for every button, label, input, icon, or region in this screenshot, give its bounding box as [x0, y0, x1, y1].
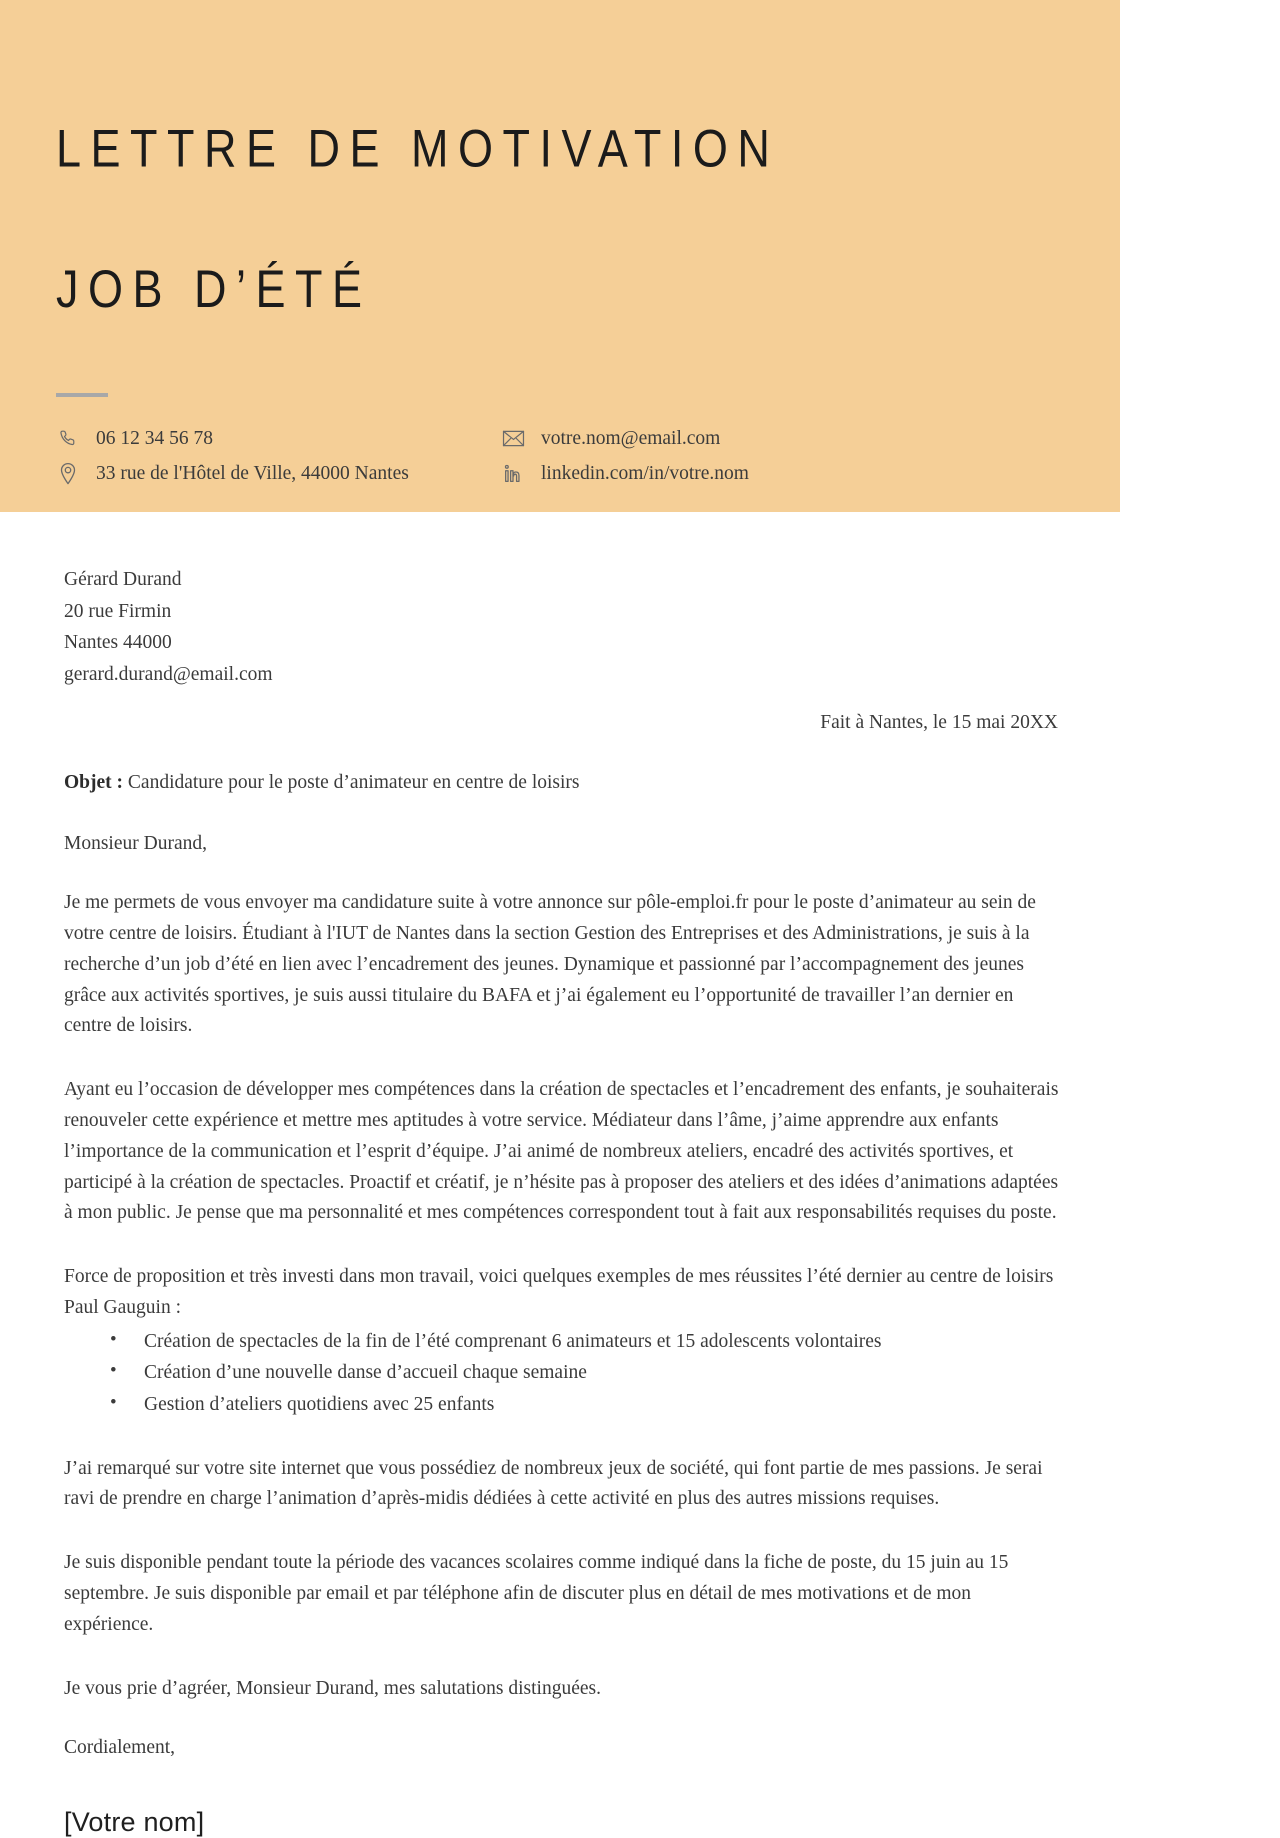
recipient-city: Nantes 44000	[64, 632, 172, 654]
body-paragraph-4: J’ai remarqué sur votre site internet que vous possédiez de nombreux jeux de société, qui font partie de mes passions. Je serai ravi de prendre en charge l’animation d’après-midis dédiées à cette activité en plus des autres missions requises.	[64, 1457, 1043, 1510]
signature-placeholder: [Votre nom]	[64, 1807, 205, 1838]
list-item: • Création d’une nouvelle danse d’accueil chaque semaine	[110, 1357, 1060, 1389]
recipient-block	[64, 564, 1060, 690]
contact-address-value: 33 rue de l'Hôtel de Ville, 44000 Nantes	[96, 463, 409, 485]
contact-list	[56, 427, 1080, 486]
body-paragraph-2: Ayant eu l’occasion de développer mes compétences dans la création de spectacles et l’encadrement des enfants, je souhaiterais renouveler cette expérience et mettre mes aptitudes à votre service. Médiateur dans l’âme, j’aime apprendre aux enfants l’importance de la communication et l’esprit d’équipe. J’ai animé de nombreux ateliers, encadré des activités sportives, et participé à la création de spectacles. Proactif et créatif, je n’hésite pas à proposer des ateliers et des idées d’animations adaptées à mon public. Je pense que ma personnalité et mes compétences correspondent tout à fait aux responsabilités requises du poste.	[64, 1079, 1059, 1224]
subject-label: Objet :	[64, 772, 124, 794]
letter-body	[0, 512, 1120, 1838]
linkedin-icon	[501, 462, 525, 486]
contact-linkedin-value: linkedin.com/in/votre.nom	[541, 463, 749, 485]
body-paragraph-3: Force de proposition et très investi dans mon travail, voici quelques exemples de mes réussites l’été dernier au centre de loisirs Paul Gauguin :	[64, 1266, 1054, 1319]
email-icon	[501, 427, 525, 451]
subject-text: Candidature pour le poste d’animateur en centre de loisirs	[123, 772, 580, 794]
phone-icon	[56, 427, 80, 451]
location-pin-icon	[56, 462, 80, 486]
contact-phone[interactable]	[56, 427, 501, 451]
body-paragraph-1: Je me permets de vous envoyer ma candidature suite à votre annonce sur pôle-emploi.fr pour le poste d’animateur au sein de votre centre de loisirs. Étudiant à l'IUT de Nantes dans la section Gestion des Entreprises et des Administrations, je suis à la recherche d’un job d’été en lien avec l’encadrement des jeunes. Dynamique et passionné par l’accompagnement des jeunes grâce aux activités sportives, je suis aussi titulaire du BAFA et j’ai également eu l’opportunité de travailler l’an dernier en centre de loisirs.	[64, 892, 1036, 1037]
recipient-street: 20 rue Firmin	[64, 600, 172, 622]
list-item: • Gestion d’ateliers quotidiens avec 25 enfants	[110, 1389, 1060, 1421]
contact-email-value: votre.nom@email.com	[541, 428, 721, 450]
body-paragraph-5: Je suis disponible pendant toute la période des vacances scolaires comme indiqué dans la fiche de poste, du 15 juin au 15 septembre. Je suis disponible par email et par téléphone afin de discuter plus en détail de mes motivations et de mon expérience.	[64, 1552, 1009, 1635]
salutation: Monsieur Durand,	[64, 833, 207, 855]
closing-line: Cordialement,	[64, 1737, 176, 1759]
achievements-list	[64, 1326, 1060, 1421]
recipient-email: gerard.durand@email.com	[64, 663, 273, 685]
contact-linkedin[interactable]	[501, 462, 1080, 486]
list-item: • Création de spectacles de la fin de l’été comprenant 6 animateurs et 15 adolescents volontaires	[110, 1326, 1060, 1358]
contact-email[interactable]	[501, 427, 1080, 451]
letter-header	[0, 0, 1120, 512]
recipient-name: Gérard Durand	[64, 568, 182, 590]
contact-address[interactable]	[56, 462, 501, 486]
subject-line	[64, 772, 1060, 794]
contact-phone-value: 06 12 34 56 78	[96, 428, 213, 450]
page-title-line-2: JOB D’ÉTÉ	[56, 258, 372, 320]
page-title-line-1: LETTRE DE MOTIVATION	[56, 118, 780, 179]
body-paragraph-6: Je vous prie d’agréer, Monsieur Durand, mes salutations distinguées.	[64, 1677, 601, 1699]
date-line: Fait à Nantes, le 15 mai 20XX	[820, 712, 1058, 734]
page-title	[56, 44, 1080, 394]
